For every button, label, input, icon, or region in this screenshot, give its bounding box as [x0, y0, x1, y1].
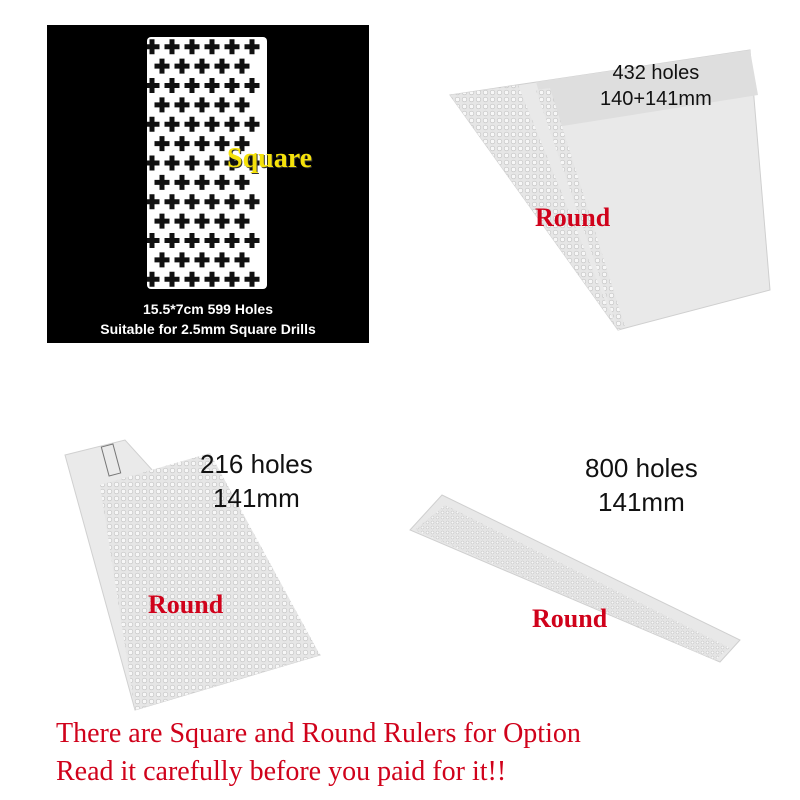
square-hole: [165, 156, 180, 171]
square-hole: [205, 39, 220, 54]
ruler-800-size: 141mm: [598, 486, 685, 517]
square-hole: [205, 233, 220, 248]
square-hole: [195, 252, 210, 267]
square-hole: [165, 117, 180, 132]
square-hole: [195, 97, 210, 112]
square-label: Square: [227, 143, 313, 174]
square-hole: [175, 252, 190, 267]
footer-line-options: There are Square and Round Rulers for Option: [56, 718, 581, 749]
ruler-432-caption: [600, 60, 712, 112]
square-hole: [245, 194, 260, 209]
square-hole: [225, 194, 240, 209]
square-hole: [235, 175, 250, 190]
square-hole: [245, 39, 260, 54]
square-hole: [225, 272, 240, 287]
square-hole: [225, 39, 240, 54]
square-hole: [215, 252, 230, 267]
square-hole: [175, 136, 190, 151]
ruler-216-holes: 216 holes: [200, 449, 313, 479]
ruler-800-holes: 800 holes: [585, 453, 698, 483]
square-hole: [147, 272, 160, 287]
square-hole: [165, 194, 180, 209]
square-hole: [155, 214, 170, 229]
square-hole: [165, 272, 180, 287]
square-hole: [235, 97, 250, 112]
square-hole: [165, 233, 180, 248]
ruler-432-round-label: Round: [535, 203, 611, 232]
square-hole: [155, 175, 170, 190]
square-hole: [205, 78, 220, 93]
square-hole: [225, 233, 240, 248]
square-hole: [155, 136, 170, 151]
square-hole: [245, 78, 260, 93]
ruler-216-caption: [200, 448, 313, 516]
square-hole: [165, 39, 180, 54]
square-hole: [235, 252, 250, 267]
ruler-800-round-label: Round: [532, 604, 608, 633]
square-hole: [195, 59, 210, 74]
square-stencil-panel: [47, 25, 369, 343]
square-hole: [185, 233, 200, 248]
square-hole: [185, 272, 200, 287]
square-hole: [175, 59, 190, 74]
square-hole: [205, 117, 220, 132]
square-hole: [147, 39, 160, 54]
square-hole: [147, 156, 160, 171]
square-hole: [185, 78, 200, 93]
square-hole: [185, 117, 200, 132]
square-hole: [175, 214, 190, 229]
square-hole: [147, 117, 160, 132]
square-hole: [215, 214, 230, 229]
square-hole: [175, 175, 190, 190]
square-hole: [195, 175, 210, 190]
ruler-432-holes: 432 holes: [612, 62, 700, 84]
square-hole: [195, 214, 210, 229]
square-hole: [225, 78, 240, 93]
square-hole: [147, 233, 160, 248]
square-hole: [205, 194, 220, 209]
square-hole: [155, 97, 170, 112]
square-hole: [155, 252, 170, 267]
ruler-432-size: 140+141mm: [600, 88, 712, 110]
square-hole: [165, 78, 180, 93]
square-hole: [155, 59, 170, 74]
square-hole: [245, 272, 260, 287]
square-hole: [225, 117, 240, 132]
square-hole: [185, 156, 200, 171]
footer-line-warning: Read it carefully before you paid for it!!: [56, 756, 507, 787]
ruler-216-round-label: Round: [148, 590, 224, 619]
square-caption-drills: Suitable for 2.5mm Square Drills: [100, 321, 316, 337]
ruler-216-size: 141mm: [213, 482, 300, 513]
square-hole: [147, 78, 160, 93]
square-hole: [175, 97, 190, 112]
square-hole: [215, 97, 230, 112]
square-caption-size: 15.5*7cm 599 Holes: [143, 301, 273, 317]
square-hole: [235, 214, 250, 229]
square-hole: [195, 136, 210, 151]
square-hole: [245, 233, 260, 248]
square-hole: [205, 156, 220, 171]
square-hole: [147, 194, 160, 209]
square-hole: [205, 272, 220, 287]
square-hole: [215, 59, 230, 74]
square-hole: [215, 175, 230, 190]
square-hole: [185, 194, 200, 209]
square-hole: [185, 39, 200, 54]
square-hole: [235, 59, 250, 74]
square-hole: [245, 117, 260, 132]
ruler-800-caption: [585, 452, 698, 520]
